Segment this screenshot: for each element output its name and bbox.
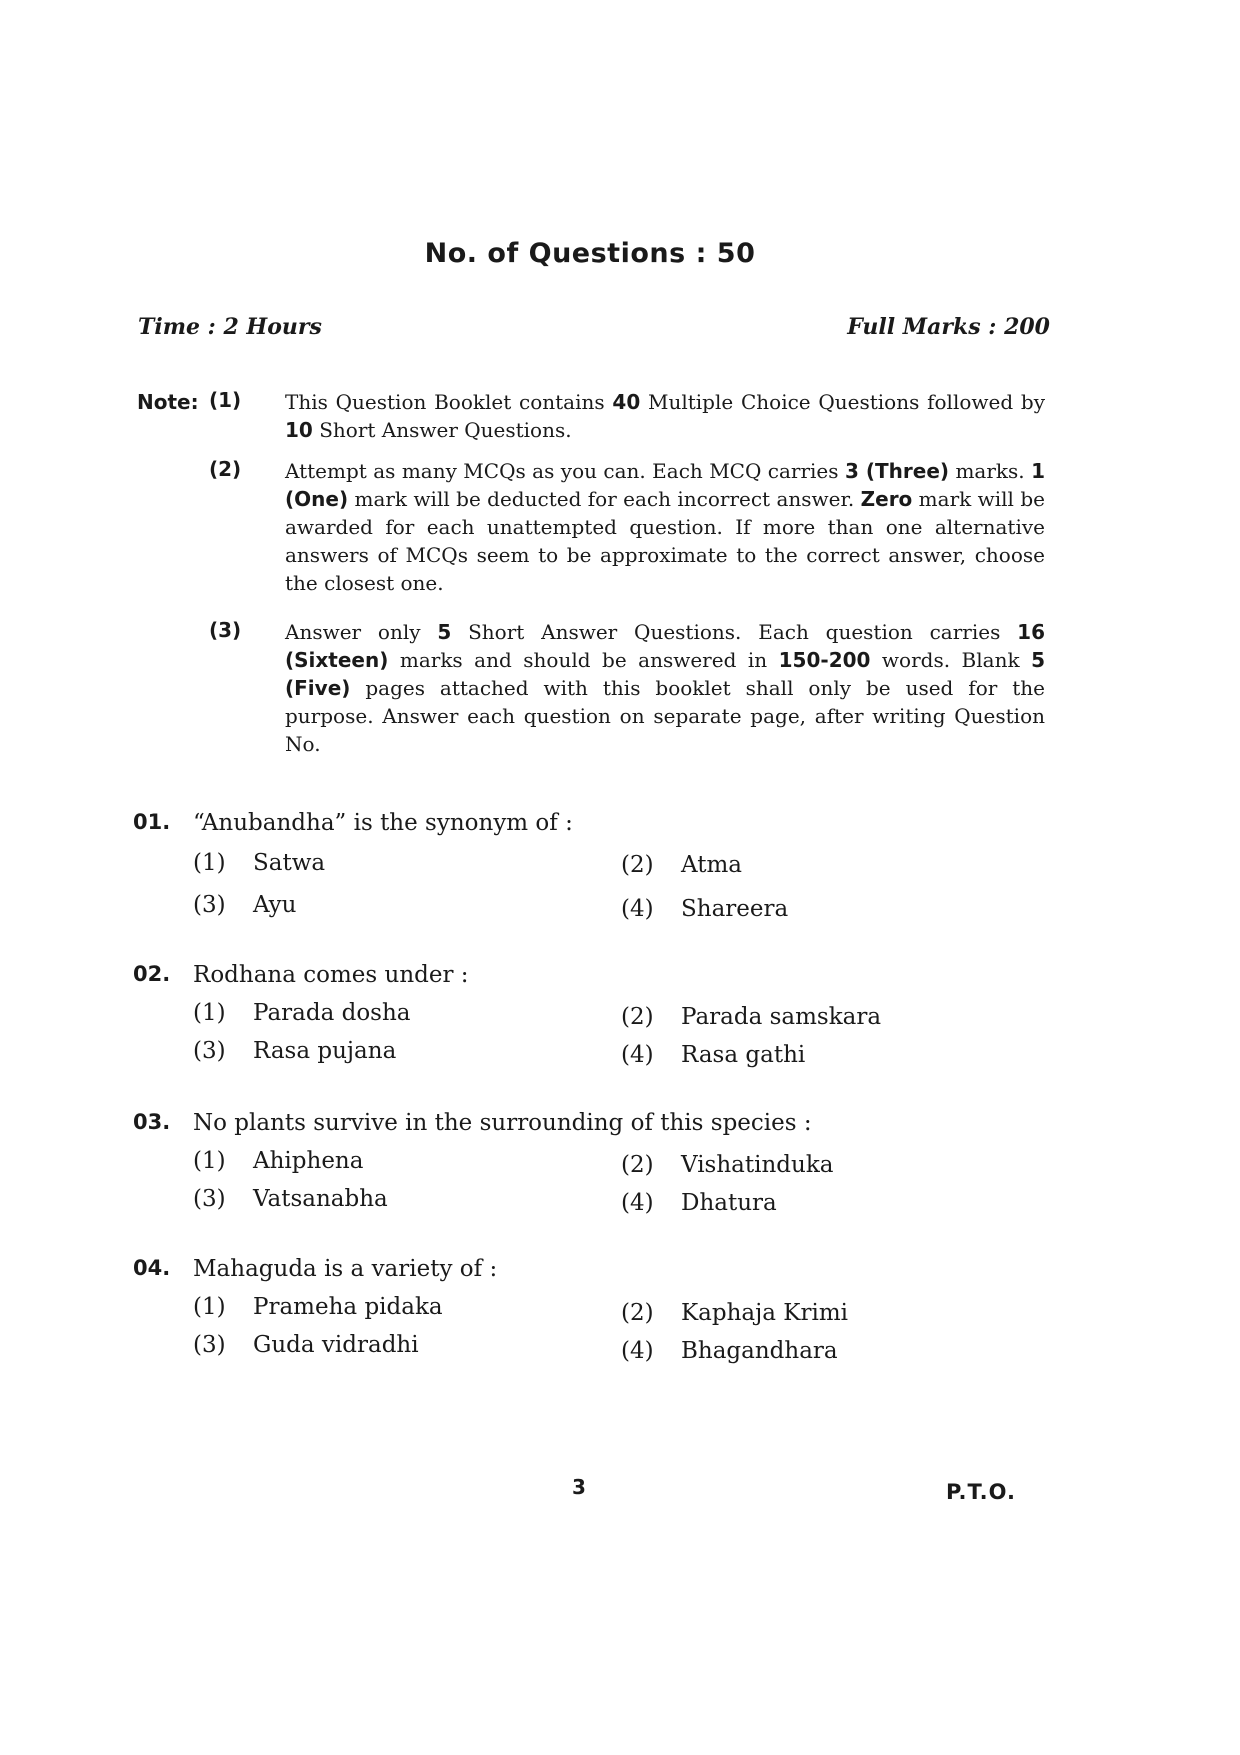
option: (4) Rasa gathi bbox=[621, 1042, 806, 1068]
note-number: (1) bbox=[209, 388, 242, 412]
question-text: Rodhana comes under : bbox=[193, 962, 469, 988]
full-marks-label: Full Marks : 200 bbox=[847, 314, 1050, 340]
question-number: 01. bbox=[133, 810, 171, 834]
option: (2) Parada samskara bbox=[621, 1004, 882, 1030]
option: (3) Vatsanabha bbox=[193, 1186, 388, 1212]
question-number: 03. bbox=[133, 1110, 171, 1134]
note-number: (2) bbox=[209, 457, 242, 481]
page-number: 3 bbox=[572, 1475, 586, 1499]
option: (2) Vishatinduka bbox=[621, 1152, 834, 1178]
page-title: No. of Questions : 50 bbox=[424, 238, 756, 269]
time-label: Time : 2 Hours bbox=[138, 314, 322, 340]
option: (4) Shareera bbox=[621, 896, 789, 922]
option: (2) Atma bbox=[621, 852, 742, 878]
question-number: 02. bbox=[133, 962, 171, 986]
question-text: No plants survive in the surrounding of this species : bbox=[193, 1110, 812, 1136]
option: (4) Dhatura bbox=[621, 1190, 777, 1216]
note-text: This Question Booklet contains 40 Multiple Choice Questions followed by 10 Short Answer Questions. bbox=[285, 390, 1045, 442]
option: (3) Ayu bbox=[193, 892, 297, 918]
option: (3) Guda vidradhi bbox=[193, 1332, 419, 1358]
pto-label: P.T.O. bbox=[946, 1480, 1016, 1504]
option: (1) Prameha pidaka bbox=[193, 1294, 443, 1320]
note-number: (3) bbox=[209, 618, 242, 642]
option: (3) Rasa pujana bbox=[193, 1038, 397, 1064]
note-text: Answer only 5 Short Answer Questions. Each question carries 16 (Sixteen) marks and should be answered in 150-200 words. Blank 5 (Five) pages attached with this booklet shall only be used for the purpose. Answer each question on separate page, after writing Question No. bbox=[285, 620, 1045, 756]
question-number: 04. bbox=[133, 1256, 171, 1280]
question-text: Mahaguda is a variety of : bbox=[193, 1256, 498, 1282]
option: (4) Bhagandhara bbox=[621, 1338, 838, 1364]
option: (2) Kaphaja Krimi bbox=[621, 1300, 848, 1326]
option: (1) Satwa bbox=[193, 850, 326, 876]
option: (1) Parada dosha bbox=[193, 1000, 411, 1026]
note-text: Attempt as many MCQs as you can. Each MCQ carries 3 (Three) marks. 1 (One) mark will be deducted for each incorrect answer. Zero mark will be awarded for each unattempted question. If more than one alternative answers of MCQs seem to be approximate to the correct answer, choose the closest one. bbox=[285, 459, 1045, 595]
note-label: Note: bbox=[137, 390, 199, 414]
option: (1) Ahiphena bbox=[193, 1148, 364, 1174]
question-text: “Anubandha” is the synonym of : bbox=[193, 810, 573, 836]
